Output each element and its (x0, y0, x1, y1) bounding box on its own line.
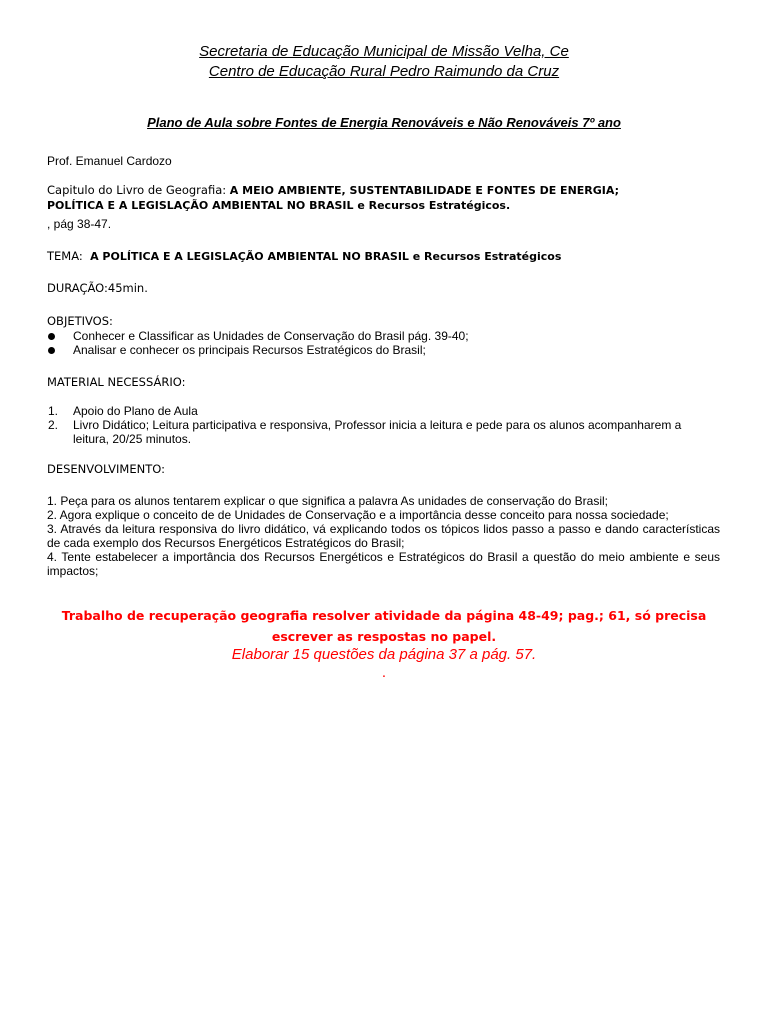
lesson-title: Plano de Aula sobre Fontes de Energia Renováveis e Não Renováveis 7º ano (147, 115, 621, 130)
professor: Prof. Emanuel Cardozo (47, 154, 172, 168)
desenvolvimento-label: DESENVOLVIMENTO: (47, 462, 165, 476)
recuperacao-dot: . (381, 664, 387, 681)
list-item: 4. Tente estabelecer a importância dos Recursos Energéticos e Estratégicos do Brasil a questão do meio ambiente e seus impactos; (47, 550, 720, 578)
objetivos-label: OBJETIVOS: (47, 314, 113, 328)
bullet-icon (48, 333, 55, 340)
list-item: Conhecer e Classificar as Unidades de Conservação do Brasil pág. 39-40; (47, 329, 720, 343)
recuperacao-task: Elaborar 15 questões da página 37 a pág. 57. (231, 646, 537, 663)
chapter-title-part2: POLÍTICA E A LEGISLAÇÃO AMBIENTAL NO BRASIL e Recursos Estratégicos. (47, 199, 511, 212)
list-item: 2. Agora explique o conceito de de Unidades de Conservação e a importância desse conceito para nossa sociedade; (47, 508, 669, 522)
header-centro: Centro de Educação Rural Pedro Raimundo da Cruz (208, 63, 560, 80)
list-item: Analisar e conhecer os principais Recursos Estratégicos do Brasil; (47, 343, 720, 357)
material-label: MATERIAL NECESSÁRIO: (47, 375, 186, 389)
tema-label: TEMA: (47, 249, 83, 263)
bullet-icon (48, 347, 55, 354)
chapter-title-part1: A MEIO AMBIENTE, SUSTENTABILIDADE E FONTES DE ENERGIA; (229, 184, 620, 197)
material-list (47, 404, 720, 446)
desenvolvimento-list (47, 494, 720, 578)
list-item: 3. Através da leitura responsiva do livro didático, vá explicando todos os tópicos lidos passo a passo e dando características de cada exemplo dos Recursos Energéticos Estratégicos do Brasil; (47, 522, 720, 550)
recuperacao-line1: Trabalho de recuperação geografia resolver atividade da página 48-49; pag.; 61, só precisa (61, 608, 707, 623)
list-item: 2. Livro Didático; Leitura participativa e responsiva, Professor inicia a leitura e pede para os alunos acompanharem a leitura, 20/25 minutos. (48, 418, 682, 446)
tema (47, 249, 720, 264)
objetivos-list (47, 329, 720, 357)
duracao: DURAÇÃO:45min. (47, 281, 148, 295)
recuperacao-line2: escrever as respostas no papel. (271, 629, 497, 644)
header-secretaria: Secretaria de Educação Municipal de Missão Velha, Ce (199, 43, 569, 60)
chapter-label: Capitulo do Livro de Geografia: (47, 183, 227, 197)
chapter-pages: , pág 38-47. (47, 217, 112, 231)
list-item: 1. Apoio do Plano de Aula (48, 404, 198, 418)
chapter-line1 (47, 183, 720, 198)
tema-value: A POLÍTICA E A LEGISLAÇÃO AMBIENTAL NO BRASIL e Recursos Estratégicos (90, 250, 562, 263)
list-item: 1. Peça para os alunos tentarem explicar o que significa a palavra As unidades de conservação do Brasil; (47, 494, 608, 508)
